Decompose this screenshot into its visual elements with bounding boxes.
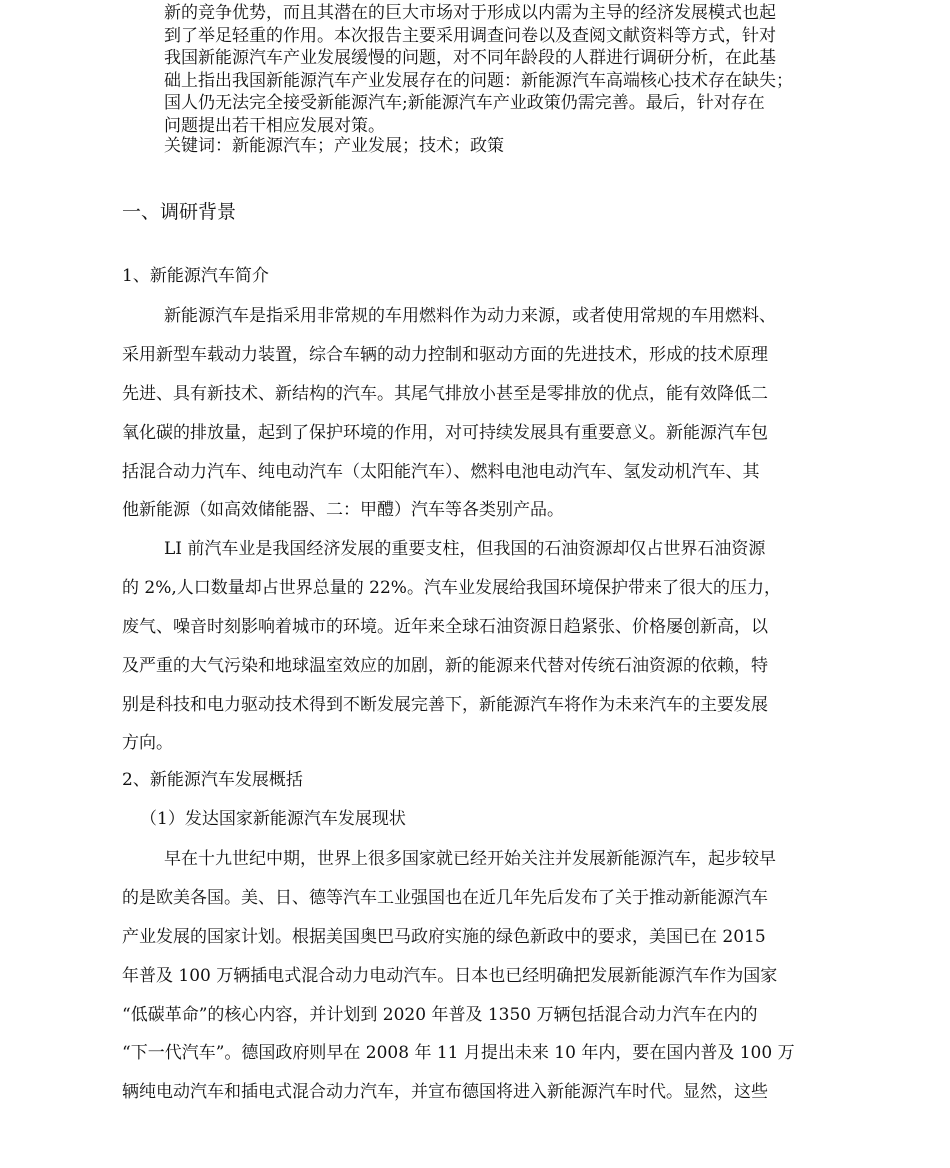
abstract-line: 新的竞争优势，而且其潜在的巨大市场对于形成以内需为主导的经济发展模式也起 [164, 3, 776, 23]
paragraph-line: 的 2%,人口数量却占世界总量的 22%。汽车业发展给我国环境保护带来了很大的压力， [122, 577, 781, 598]
paragraph-line: 辆纯电动汽车和插电式混合动力汽车，并宣布德国将进入新能源汽车时代。显然，这些 [122, 1082, 768, 1103]
keywords: 关键词：新能源汽车；产业发展；技术；政策 [164, 136, 504, 156]
subsection-heading: 1、新能源汽车简介 [122, 266, 269, 286]
paragraph-line: 方向。 [122, 733, 173, 754]
paragraph-line: 他新能源（如高效储能器、二：甲醴）汽车等各类别产品。 [122, 500, 564, 521]
paragraph-line: 新能源汽车是指采用非常规的车用燃料作为动力来源，或者使用常规的车用燃料、 [164, 306, 776, 326]
abstract-line: 国人仍无法完全接受新能源汽车;新能源汽车产业政策仍需完善。最后，针对存在 [164, 93, 765, 114]
abstract-text [164, 2, 836, 138]
paragraph-line: 采用新型车载动力装置，综合车辆的动力控制和驱动方面的先进技术，形成的技术原理 [122, 344, 768, 365]
paragraph-line: 早在十九世纪中期，世界上很多国家就已经开始关注并发展新能源汽车，起步较早 [164, 849, 776, 869]
paragraph-line: “下一代汽车”。德国政府则早在 2008 年 11 月提出未来 10 年内，要在国内普及 100 万 [122, 1043, 795, 1064]
abstract-line: 到了举足轻重的作用。本次报告主要采用调查问卷以及查阅文献资料等方式，针对 [164, 25, 776, 46]
paragraph-intro [122, 304, 830, 537]
paragraph-line: 氧化碳的排放量，起到了保护环境的作用，对可持续发展具有重要意义。新能源汽车包 [122, 422, 768, 443]
paragraph-developed-countries [122, 847, 830, 1119]
abstract-line: 我国新能源汽车产业发展缓慢的问题，对不同年龄段的人群进行调研分析，在此基 [164, 48, 776, 69]
paragraph-line: 及严重的大气污染和地球温室效应的加剧，新的能源来代替对传统石油资源的依赖，特 [122, 655, 768, 676]
paragraph-line: 废气、噪音时刻影响着城市的环境。近年来全球石油资源日趋紧张、价格屡创新高，以 [122, 616, 768, 637]
paragraph-line: 先进、具有新技术、新结构的汽车。其尾气排放小甚至是零排放的优点，能有效降低二 [122, 383, 768, 404]
paragraph-line: 年普及 100 万辆插电式混合动力电动汽车。日本也已经明确把发展新能源汽车作为国家 [122, 965, 778, 986]
paragraph-line: 别是科技和电力驱动技术得到不断发展完善下，新能源汽车将作为未来汽车的主要发展 [122, 694, 768, 715]
paragraph-line: “低碳革命”的核心内容，并计划到 2020 年普及 1350 万辆包括混合动力汽车在内的 [122, 1004, 758, 1025]
paragraph-line: 产业发展的国家计划。根据美国奥巴马政府实施的绿色新政中的要求，美国已在 2015 [122, 926, 766, 947]
subsection-heading: 2、新能源汽车发展概括 [122, 770, 303, 790]
paragraph-line: LI 前汽车业是我国经济发展的重要支柱，但我国的石油资源却仅占世界石油资源 [164, 539, 766, 559]
paragraph-background [122, 537, 830, 770]
subsubsection-heading: （1）发达国家新能源汽车发展现状 [140, 809, 406, 829]
paragraph-line: 的是欧美各国。美、日、德等汽车工业强国也在近几年先后发布了关于推动新能源汽车 [122, 887, 768, 908]
section-heading: 一、调研背景 [122, 201, 237, 223]
paragraph-line: 括混合动力汽车、纯电动汽车（太阳能汽车）、燃料电池电动汽车、氢发动机汽车、其 [122, 461, 760, 482]
abstract-line: 问题提出若干相应发展对策。 [164, 115, 385, 136]
abstract-line: 础上指出我国新能源汽车产业发展存在的问题：新能源汽车高端核心技术存在缺失； [164, 70, 793, 91]
